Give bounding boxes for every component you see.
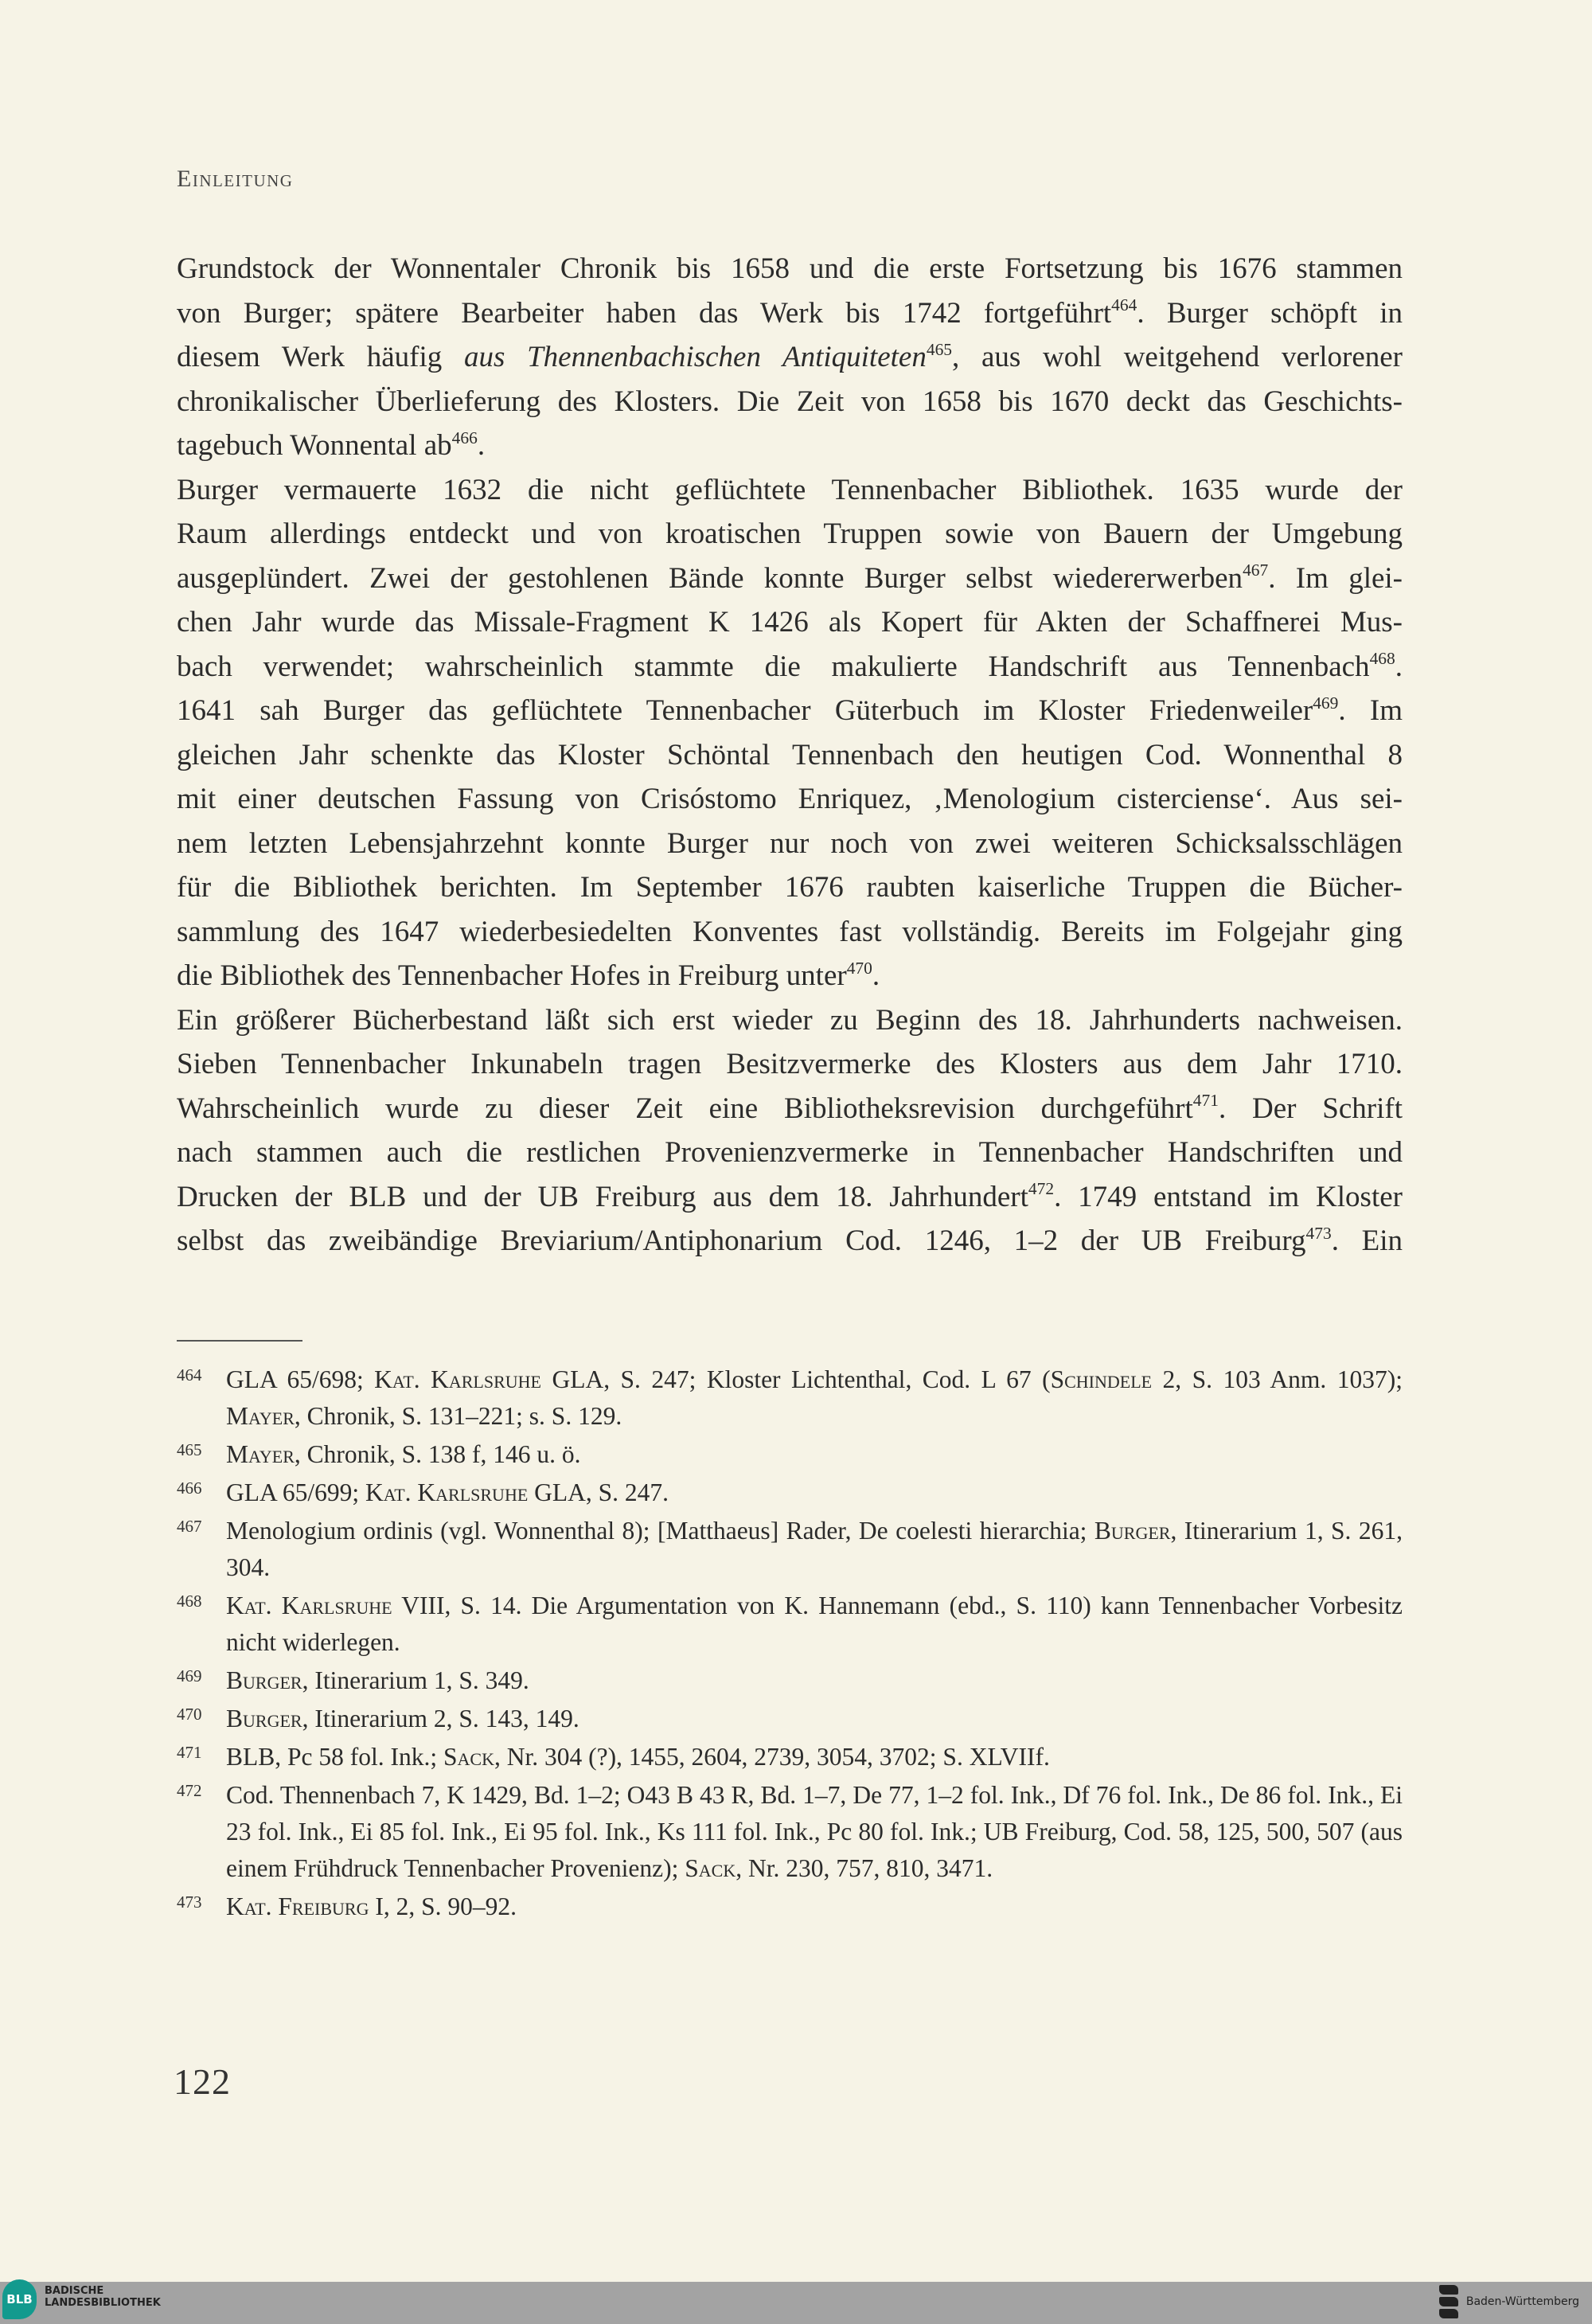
footnote-ref[interactable]: 469	[1313, 693, 1339, 713]
text-run: , Itinerarium 2, S. 143, 149.	[302, 1705, 579, 1732]
footnote	[177, 1739, 1403, 1775]
text-line	[177, 733, 1403, 778]
text-run: nach stammen auch die restlichen Provenienzvermerke in Tennenbacher Handschriften und	[177, 1136, 1403, 1169]
text-line	[177, 865, 1403, 910]
footnote-ref[interactable]: 467	[1243, 560, 1269, 580]
text-run: . Der Schrift	[1218, 1092, 1403, 1125]
library-name-line2: LANDESBIBLIOTHEK	[45, 2297, 161, 2309]
text-run: Cod. Thennenbach 7, K 1429, Bd. 1–2; O43 B 43 R, Bd. 1–7, De 77, 1–2 fol. Ink., Df 76 fol. Ink., De 86 fol. Ink., Ei 23 fol. Ink., Ei 85 fol. Ink., Ei 95 fol. Ink., Ks 111 fol. Ink., Pc 80 fol. Ink.; UB Freiburg, Cod. 58, 125, 500, 507 (aus einem Frühdruck Tennenbacher Provenienz);	[226, 1781, 1403, 1882]
text-run: Raum allerdings entdeckt und von kroatischen Truppen sowie von Bauern der Umgebung	[177, 518, 1403, 550]
text-run: , Nr. 230, 757, 810, 3471.	[736, 1854, 993, 1882]
author-name: Kat. Karlsruhe	[365, 1478, 529, 1506]
text-line	[177, 557, 1403, 601]
footnote-separator	[177, 1340, 302, 1342]
footnote	[177, 1588, 1403, 1661]
text-run: tagebuch Wonnental ab	[177, 429, 452, 462]
paragraph	[177, 468, 1403, 998]
footnote	[177, 1701, 1403, 1737]
footnote-number: 464	[177, 1365, 202, 1385]
text-run: Menologium ordinis (vgl. Wonnenthal 8); [Matthaeus] Rader, De coelesti hierarchia;	[226, 1517, 1094, 1545]
footnotes	[177, 1361, 1403, 1927]
footnote-text	[226, 1513, 1403, 1586]
footnote-number: 472	[177, 1781, 202, 1800]
lion-icon	[1439, 2285, 1458, 2295]
author-name: Schindele	[1050, 1365, 1153, 1393]
author-name: Kat. Karlsruhe	[374, 1365, 541, 1393]
text-line	[177, 822, 1403, 866]
footnote-text	[226, 1777, 1403, 1887]
footnote-text	[226, 1739, 1403, 1775]
text-run: mit einer deutschen Fassung von Crisóstomo Enriquez, ‚Menologium cisterciense‘. Aus sei-	[177, 783, 1403, 815]
text-run: , Nr. 304 (?), 1455, 2604, 2739, 3054, 3702; S. XLVIIf.	[494, 1743, 1050, 1771]
text-run: I, 2, S. 90–92.	[369, 1892, 517, 1920]
author-name: Burger	[226, 1666, 302, 1694]
footnote-ref[interactable]: 465	[926, 339, 953, 359]
text-run: GLA, S. 247.	[528, 1478, 669, 1506]
paragraph	[177, 247, 1403, 468]
text-run: , Itinerarium 1, S. 349.	[302, 1666, 529, 1694]
footnote	[177, 1662, 1403, 1699]
text-line	[177, 600, 1403, 645]
footnote-text	[226, 1701, 1403, 1737]
text-run: Drucken der BLB und der UB Freiburg aus dem 18. Jahrhundert	[177, 1180, 1028, 1213]
text-line	[177, 954, 1403, 998]
text-run: chronikalischer Überlieferung des Klosters. Die Zeit von 1658 bis 1670 deckt das Geschichts-	[177, 385, 1403, 418]
text-line	[177, 1131, 1403, 1175]
footnote	[177, 1777, 1403, 1887]
text-run: .	[477, 429, 486, 462]
text-line	[177, 291, 1403, 336]
footnote	[177, 1513, 1403, 1586]
text-run: , Itinerarium 1, S. 261, 304.	[226, 1517, 1403, 1581]
footnote-text	[226, 1662, 1403, 1699]
text-run: die Bibliothek des Tennenbacher Hofes in Freiburg unter	[177, 959, 847, 992]
text-run: Burger vermauerte 1632 die nicht geflüchtete Tennenbacher Bibliothek. 1635 wurde der	[177, 473, 1403, 506]
text-line	[177, 1175, 1403, 1220]
author-name: Mayer	[226, 1402, 295, 1430]
author-name: Sack	[443, 1743, 494, 1771]
text-run: 2, S. 103 Anm. 1037);	[1152, 1365, 1403, 1393]
state-label: Baden-Württemberg	[1465, 2295, 1579, 2308]
text-run: VIII, S. 14. Die Argumentation von K. Hannemann (ebd., S. 110) kann Tennenbacher Vorbesitz nicht widerlegen.	[226, 1592, 1403, 1656]
text-run: . Ein	[1331, 1224, 1403, 1257]
footnote-number: 467	[177, 1517, 202, 1536]
text-run: diesem Werk häufig	[177, 341, 464, 373]
text-run: sammlung des 1647 wiederbesiedelten Konventes fast vollständig. Bereits im Folgejahr ging	[177, 915, 1403, 948]
text-run: GLA, S. 247; Kloster Lichtenthal, Cod. L 67 (	[541, 1365, 1051, 1393]
footnote-ref[interactable]: 466	[451, 428, 478, 447]
paragraph	[177, 998, 1403, 1264]
main-text	[177, 247, 1403, 1264]
text-run: Ein größerer Bücherbestand läßt sich erst wieder zu Beginn des 18. Jahrhunderts nachweisen.	[177, 1003, 1403, 1037]
footnote	[177, 1436, 1403, 1473]
text-run: Grundstock der Wonnentaler Chronik bis 1658 und die erste Fortsetzung bis 1676 stammen	[177, 252, 1403, 285]
footnote-text	[226, 1588, 1403, 1661]
text-run: GLA 65/698;	[226, 1365, 375, 1393]
text-run: 1641 sah Burger das geflüchtete Tennenbacher Güterbuch im Kloster Friedenweiler	[177, 694, 1313, 727]
text-run: . Im	[1338, 694, 1403, 727]
footnote-text	[226, 1361, 1403, 1435]
author-name: Burger	[226, 1705, 302, 1732]
text-run: .	[1395, 650, 1403, 683]
text-run: ausgeplündert. Zwei der gestohlenen Bände konnte Burger selbst wiedererwerben	[177, 561, 1243, 595]
library-name-line1: BADISCHE	[45, 2285, 104, 2297]
footnote	[177, 1361, 1403, 1435]
blb-logo-text: BLB	[6, 2292, 33, 2306]
running-head: Einleitung	[177, 166, 294, 192]
text-run: , Chronik, S. 131–221; s. S. 129.	[294, 1402, 622, 1430]
page-number: 122	[174, 2061, 231, 2102]
footnote-number: 465	[177, 1440, 202, 1459]
text-run: chen Jahr wurde das Missale-Fragment K 1426 als Kopert für Akten der Schaffnerei Mus-	[177, 606, 1403, 639]
footnote-ref[interactable]: 472	[1028, 1179, 1055, 1199]
footnote	[177, 1474, 1403, 1511]
text-line	[177, 424, 1403, 468]
text-run: .	[872, 959, 880, 992]
footnote-text	[226, 1888, 1403, 1925]
text-run: , Chronik, S. 138 f, 146 u. ö.	[294, 1440, 581, 1468]
footnote-number: 470	[177, 1705, 202, 1724]
text-run: für die Bibliothek berichten. Im September 1676 raubten kaiserliche Truppen die Bücher-	[177, 871, 1403, 904]
author-name: Sack	[685, 1854, 736, 1882]
three-lions-crest-icon	[1439, 2285, 1458, 2318]
text-line	[177, 1087, 1403, 1131]
text-run: selbst das zweibändige Breviarium/Antiphonarium Cod. 1246, 1–2 der UB Freiburg	[177, 1224, 1306, 1257]
author-name: Kat. Freiburg	[226, 1892, 369, 1920]
footnote-number: 473	[177, 1892, 202, 1912]
footnote-text	[226, 1474, 1403, 1511]
text-run: GLA 65/699;	[226, 1478, 366, 1506]
footnote-text	[226, 1436, 1403, 1473]
footnote-ref[interactable]: 468	[1369, 649, 1395, 669]
lion-icon	[1439, 2297, 1458, 2306]
footnote	[177, 1888, 1403, 1925]
state-logo[interactable]	[1439, 2285, 1579, 2318]
text-run: BLB, Pc 58 fol. Ink.;	[226, 1743, 443, 1771]
footnote-number: 471	[177, 1743, 202, 1762]
text-run: gleichen Jahr schenkte das Kloster Schöntal Tennenbach den heutigen Cod. Wonnenthal 8	[177, 738, 1403, 771]
text-line	[177, 468, 1403, 513]
text-line	[177, 910, 1403, 955]
footnote-ref[interactable]: 464	[1111, 295, 1137, 315]
text-run: Sieben Tennenbacher Inkunabeln tragen Besitzvermerke des Klosters aus dem Jahr 1710.	[177, 1048, 1403, 1080]
text-line	[177, 335, 1403, 380]
text-run: . Im glei-	[1268, 561, 1403, 595]
text-line	[177, 512, 1403, 557]
text-line	[177, 689, 1403, 733]
footnote-ref[interactable]: 473	[1305, 1223, 1332, 1243]
text-run: . Burger schöpft in	[1137, 296, 1403, 330]
text-run: nem letzten Lebensjahrzehnt konnte Burger nur noch von zwei weiteren Schicksalsschlägen	[177, 826, 1403, 860]
text-line	[177, 1219, 1403, 1264]
lion-icon	[1439, 2309, 1458, 2318]
footnote-ref[interactable]: 471	[1192, 1091, 1219, 1111]
blb-logo-icon[interactable]	[2, 2279, 37, 2319]
footnote-number: 468	[177, 1592, 202, 1611]
footnote-number: 469	[177, 1666, 202, 1685]
text-line	[177, 1042, 1403, 1087]
footnote-number: 466	[177, 1478, 202, 1498]
text-run: Wahrscheinlich wurde zu dieser Zeit eine Bibliotheksrevision durchgeführt	[177, 1092, 1193, 1125]
text-run: . 1749 entstand im Kloster	[1054, 1180, 1403, 1213]
text-line	[177, 380, 1403, 424]
text-run: , aus wohl weitgehend verlorener	[952, 341, 1403, 373]
text-line	[177, 247, 1403, 291]
author-name: Mayer	[226, 1440, 295, 1468]
text-line	[177, 998, 1403, 1043]
text-run: bach verwendet; wahrscheinlich stammte die makulierte Handschrift aus Tennenbach	[177, 650, 1370, 683]
author-name: Burger	[1094, 1517, 1171, 1545]
library-name[interactable]	[45, 2285, 161, 2309]
text-run: von Burger; spätere Bearbeiter haben das Werk bis 1742 fortgeführt	[177, 296, 1112, 330]
italic-quote: aus Thennenbachischen Antiquiteten	[463, 341, 927, 373]
text-line	[177, 777, 1403, 822]
text-line	[177, 645, 1403, 689]
author-name: Kat. Karlsruhe	[226, 1592, 392, 1619]
footer-bar	[0, 2282, 1592, 2324]
footnote-ref[interactable]: 470	[846, 958, 872, 978]
